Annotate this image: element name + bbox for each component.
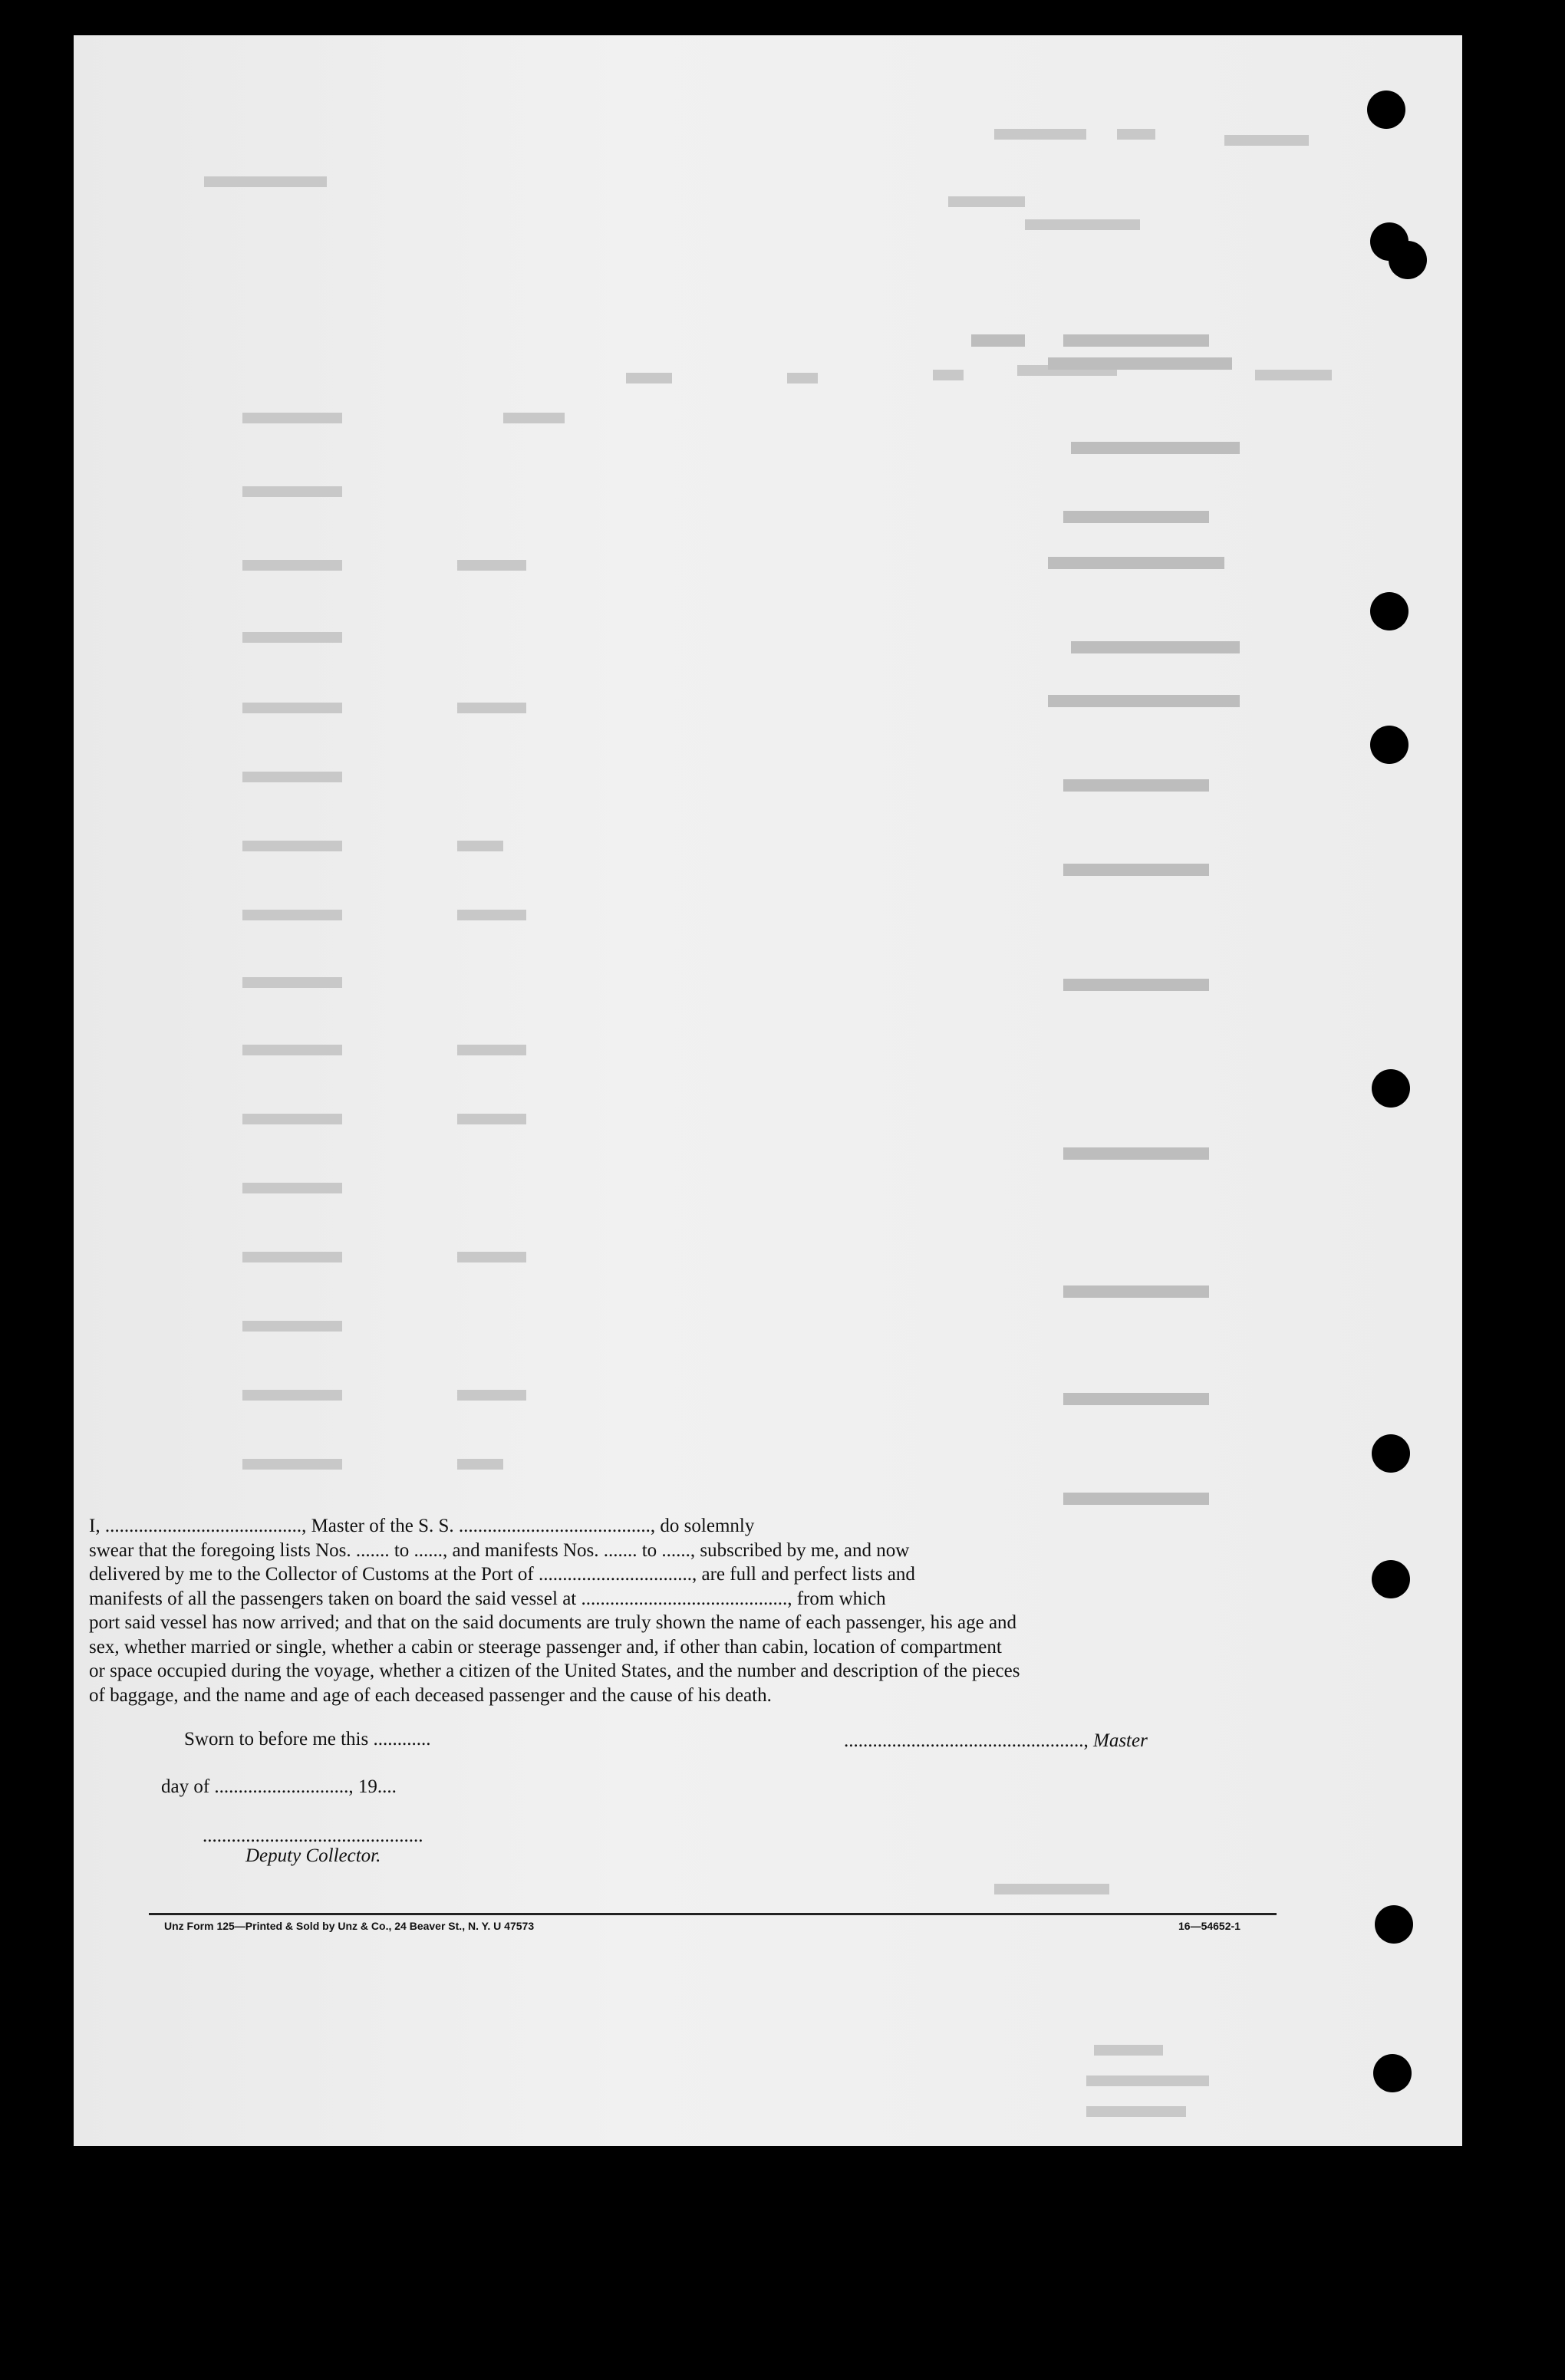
ghost-mark — [1048, 557, 1224, 569]
ghost-mark — [242, 1045, 342, 1055]
ghost-mark — [457, 1390, 526, 1401]
form-number: 16—54652-1 — [1178, 1920, 1240, 1932]
oath-line: manifests of all the passengers taken on board the said vessel at ..........................................., from which — [89, 1588, 886, 1609]
ghost-mark — [1086, 2106, 1186, 2117]
ghost-mark — [1048, 357, 1232, 370]
ghost-mark — [994, 1884, 1109, 1894]
ghost-mark — [457, 910, 526, 920]
ghost-mark — [1094, 2045, 1163, 2056]
ghost-mark — [242, 486, 342, 497]
ghost-mark — [1063, 779, 1209, 792]
binder-hole — [1372, 1069, 1410, 1108]
ghost-mark — [242, 1252, 342, 1262]
oath-line: I, ........................................., Master of the S. S. ........................................, do solemnly — [89, 1516, 755, 1536]
masters-oath-paragraph — [89, 1514, 1280, 1707]
ghost-mark — [242, 1321, 342, 1332]
ghost-mark — [933, 370, 964, 380]
ghost-mark — [242, 910, 342, 920]
binder-hole — [1370, 726, 1408, 764]
ghost-mark — [242, 413, 342, 423]
master-signature-line: .................................................. — [844, 1730, 1084, 1751]
oath-line: sex, whether married or single, whether a cabin or steerage passenger and, if other than cabin, location of compartment — [89, 1636, 1002, 1657]
oath-line: or space occupied during the voyage, whether a citizen of the United States, and the number and description of the pieces — [89, 1661, 1020, 1681]
ghost-mark — [1086, 2076, 1209, 2086]
ghost-mark — [503, 413, 565, 423]
ghost-mark — [457, 841, 503, 851]
binder-hole — [1372, 1560, 1410, 1598]
binder-hole — [1389, 241, 1427, 279]
ghost-mark — [204, 176, 327, 187]
ghost-mark — [242, 841, 342, 851]
deputy-signature-line: .............................................. — [203, 1825, 423, 1846]
ghost-mark — [787, 373, 818, 383]
ghost-mark — [1063, 511, 1209, 523]
ghost-mark — [1063, 1393, 1209, 1405]
master-signature: .................................................., Master — [844, 1730, 1148, 1751]
ghost-mark — [242, 1459, 342, 1470]
ghost-mark — [242, 632, 342, 643]
oath-line: of baggage, and the name and age of each deceased passenger and the cause of his death. — [89, 1684, 772, 1706]
master-label: Master — [1093, 1730, 1148, 1751]
ghost-mark — [1063, 979, 1209, 991]
ghost-mark — [242, 560, 342, 571]
ghost-mark — [242, 977, 342, 988]
form-printer-credit: Unz Form 125—Printed & Sold by Unz & Co., 24 Beaver St., N. Y. U 47573 — [164, 1920, 535, 1932]
oath-line: delivered by me to the Collector of Customs at the Port of ................................, are full and perfect lists and — [89, 1564, 915, 1585]
day-of-line: day of ............................, 19.... — [161, 1776, 397, 1797]
ghost-mark — [971, 334, 1025, 347]
ghost-mark — [1063, 1493, 1209, 1505]
bleed-through-marks — [204, 129, 1332, 2117]
ghost-mark — [242, 1390, 342, 1401]
ghost-mark — [457, 1252, 526, 1262]
sworn-statement: Sworn to before me this ............ — [184, 1729, 431, 1750]
ghost-mark — [1048, 695, 1240, 707]
ghost-mark — [242, 1114, 342, 1124]
ghost-mark — [948, 196, 1025, 207]
footer-rule — [149, 1913, 1277, 1915]
ghost-mark — [1071, 641, 1240, 653]
ghost-mark — [626, 373, 672, 383]
ghost-mark — [457, 1459, 503, 1470]
ghost-mark — [457, 1045, 526, 1055]
ghost-mark — [242, 703, 342, 713]
ghost-mark — [1025, 219, 1140, 230]
oath-line: swear that the foregoing lists Nos. ....... to ......, and manifests Nos. ....... to ......, subscribed by me, and now — [89, 1539, 910, 1561]
ghost-mark — [1224, 135, 1309, 146]
binder-hole — [1370, 592, 1408, 630]
ghost-mark — [242, 1183, 342, 1193]
binder-hole — [1367, 91, 1405, 129]
ghost-mark — [1117, 129, 1155, 140]
binder-hole — [1375, 1905, 1413, 1944]
ghost-mark — [457, 560, 526, 571]
ghost-mark — [1255, 370, 1332, 380]
ghost-mark — [242, 772, 342, 782]
ghost-mark — [1063, 1285, 1209, 1298]
deputy-collector-label: Deputy Collector. — [245, 1845, 381, 1866]
ghost-mark — [457, 703, 526, 713]
oath-line: port said vessel has now arrived; and that on the said documents are truly shown the name of each passenger, his age and — [89, 1612, 1017, 1633]
ghost-mark — [457, 1114, 526, 1124]
ghost-mark — [1063, 334, 1209, 347]
ghost-mark — [1063, 864, 1209, 876]
ghost-mark — [1063, 1147, 1209, 1160]
binder-hole — [1373, 2054, 1412, 2092]
bleed-through-entries — [971, 334, 1240, 1505]
binder-hole — [1372, 1434, 1410, 1473]
ghost-mark — [994, 129, 1086, 140]
ghost-mark — [1071, 442, 1240, 454]
